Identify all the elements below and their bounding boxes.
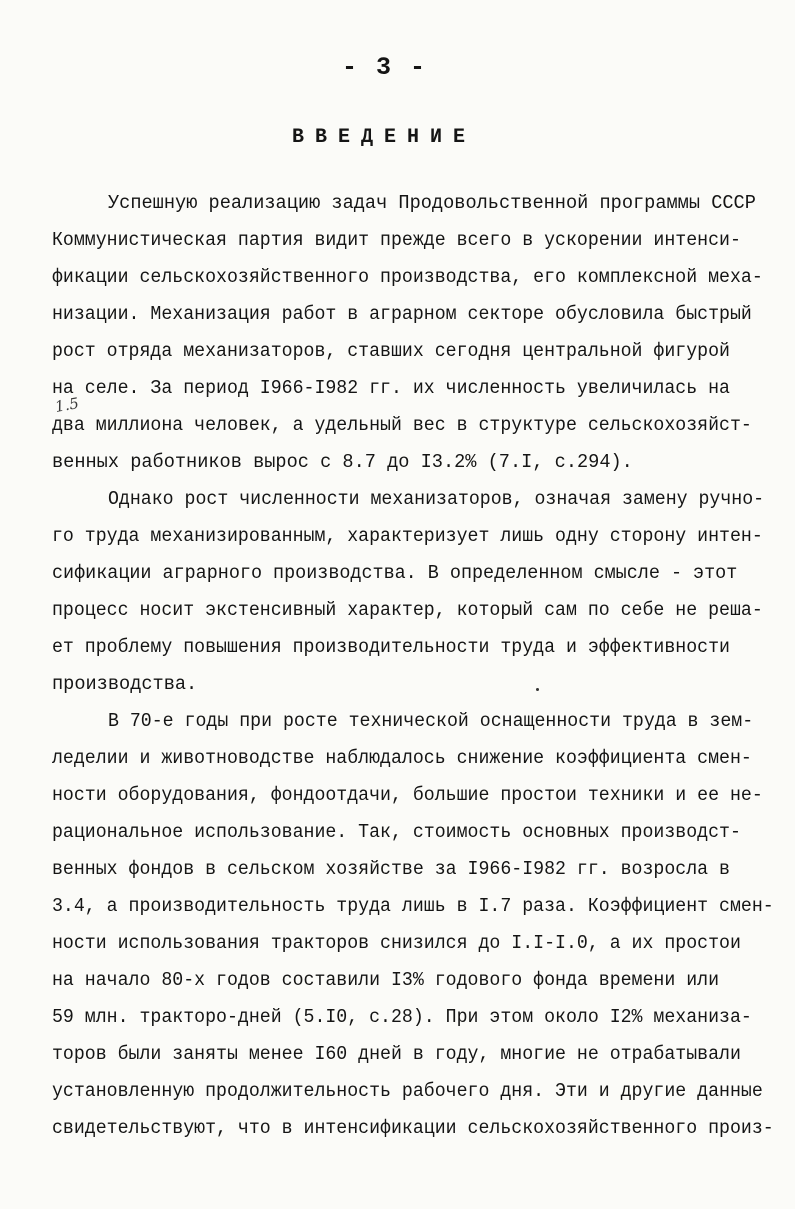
text-line: 3.4, а производительность труда лишь в I.7 раза. Коэффициент смен- [52, 895, 774, 917]
text-line: Коммунистическая партия видит прежде всего в ускорении интенси- [52, 229, 741, 251]
text-line: два миллиона человек, а удельный вес в структуре сельскохозяйст- [52, 414, 752, 436]
text-line: 59 млн. тракторо-дней (5.I0, с.28). При этом около I2% механиза- [52, 1006, 752, 1028]
text-line: сификации аграрного производства. В определенном смысле - этот [52, 562, 738, 584]
text-line: низации. Механизация работ в аграрном секторе обусловила быстрый [52, 303, 752, 325]
text-line: венных работников вырос с 8.7 до I3.2% (7.I, с.294). [52, 451, 633, 473]
text-line: производства. [52, 673, 198, 695]
page-number: - 3 - [342, 53, 428, 82]
text-line: Однако рост численности механизаторов, означая замену ручно- [108, 488, 765, 510]
text-line: процесс носит экстенсивный характер, который сам по себе не реша- [52, 599, 763, 621]
text-line: леделии и животноводстве наблюдалось снижение коэффициента смен- [52, 747, 752, 769]
text-line: свидетельствуют, что в интенсификации сельскохозяйственного произ- [52, 1117, 774, 1139]
text-line: фикации сельскохозяйственного производства, его комплексной меха- [52, 266, 763, 288]
text-line: рациональное использование. Так, стоимость основных производст- [52, 821, 741, 843]
handwritten-note: 1.5 [53, 394, 81, 416]
text-line: В 70-е годы при росте технической оснащенности труда в зем- [108, 710, 754, 732]
text-line: го труда механизированным, характеризует лишь одну сторону интен- [52, 525, 763, 547]
text-line: ности оборудования, фондоотдачи, большие простои техники и ее не- [52, 784, 763, 806]
text-line: на начало 80-х годов составили I3% годового фонда времени или [52, 969, 720, 991]
ink-dot [536, 688, 539, 691]
text-line: ности использования тракторов снизился до I.I-I.0, а их простои [52, 932, 741, 954]
text-line: на селе. За период I966-I982 гг. их численность увеличилась на [52, 377, 730, 399]
text-line: венных фондов в сельском хозяйстве за I966-I982 гг. возросла в [52, 858, 730, 880]
text-line: установленную продолжительность рабочего дня. Эти и другие данные [52, 1080, 763, 1102]
text-line: торов были заняты менее I60 дней в году, многие не отрабатывали [52, 1043, 741, 1065]
section-title: ВВЕДЕНИЕ [292, 126, 477, 149]
text-line: ет проблему повышения производительности труда и эффективности [52, 636, 730, 658]
text-line: Успешную реализацию задач Продовольственной программы СССР [108, 192, 756, 214]
text-line: рост отряда механизаторов, ставших сегодня центральной фигурой [52, 340, 730, 362]
